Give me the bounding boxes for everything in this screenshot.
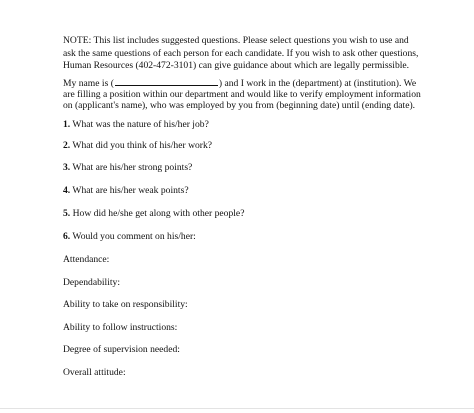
comment-item-dependability: Dependability: bbox=[63, 277, 121, 288]
question-5 bbox=[63, 208, 244, 220]
comment-item-follow-instructions: Ability to follow instructions: bbox=[63, 322, 178, 333]
name-blank-line bbox=[115, 77, 218, 86]
comment-item-responsibility: Ability to take on responsibility: bbox=[63, 299, 188, 310]
question-text: How did he/she get along with other people? bbox=[70, 208, 245, 219]
question-text: What was the nature of his/her job? bbox=[70, 119, 209, 130]
intro-paragraph bbox=[63, 77, 423, 111]
question-number: 6. bbox=[63, 231, 71, 242]
question-6 bbox=[63, 231, 196, 243]
comment-item-overall-attitude: Overall attitude: bbox=[63, 367, 126, 378]
question-number: 5. bbox=[63, 208, 71, 219]
question-4 bbox=[63, 185, 189, 197]
intro-after-blank: ) and I work in the (department) at (institution). We are filling a position within our department and would like to verify employment information on (applicant's name), who was employed by you from (beginning date) until (ending date). bbox=[63, 78, 421, 111]
question-number: 4. bbox=[63, 185, 71, 196]
question-number: 3. bbox=[63, 162, 71, 173]
comment-item-attendance: Attendance: bbox=[63, 254, 110, 265]
question-text: What are his/her strong points? bbox=[70, 162, 193, 173]
question-1 bbox=[63, 119, 209, 131]
question-text: Would you comment on his/her: bbox=[70, 231, 196, 242]
question-text: What did you think of his/her work? bbox=[70, 140, 213, 151]
note-paragraph: NOTE: This list includes suggested questions. Please select questions you wish to use and ask the same questions of each person for each candidate. If you wish to ask other questions, Human Resources (402-472-3101) can give guidance about which are legally permissible. bbox=[63, 35, 419, 71]
question-text: What are his/her weak points? bbox=[70, 185, 189, 196]
question-number: 1. bbox=[63, 119, 71, 130]
question-3 bbox=[63, 162, 192, 174]
comment-item-supervision: Degree of supervision needed: bbox=[63, 344, 180, 355]
page-bottom-divider bbox=[0, 408, 474, 409]
question-2 bbox=[63, 140, 212, 152]
intro-before-blank: My name is ( bbox=[63, 78, 114, 89]
question-number: 2. bbox=[63, 140, 71, 151]
